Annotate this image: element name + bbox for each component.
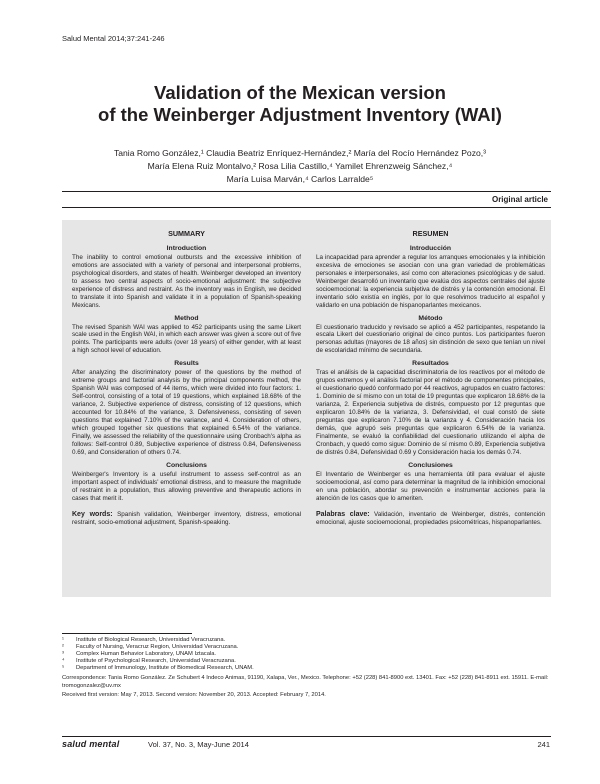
article-title (40, 82, 560, 126)
affiliation-text: Department of Immunology, Institute of Biomedical Research, UNAM. (76, 665, 254, 672)
abstract-box (62, 220, 551, 597)
resumen-column (316, 230, 545, 526)
summary-introduction: The inability to control emotional outbursts and the excessive inhibition of emotions are associated with a variety of personal and interpersonal problems, psychological disorders, and states of health. Weinberger developed an inventory to assess two central aspects of socio-emotional adjustment: the subjective experience of distress and restraint. As the inventory was in English, we decided to translate it into Spanish and validate it in a population of Spanish-speaking Mexicans. (72, 253, 301, 309)
title-line-2: of the Weinberger Adjustment Inventory (WAI) (98, 104, 502, 125)
resumen-introduccion: La incapacidad para aprender a regular los arranques emocionales y la inhibición excesiva de emociones se asocian con una gran variedad de problemáticas personales e interpersonales, así como con alteraciones psicológicas y de salud. Weinberger desarrolló un inventario que evalúa dos aspectos centrales del ajuste socioemocional: la experiencia subjetiva de distrés y la contención emocional. El inventario sólo existía en inglés, por lo que resolvimos traducirlo al español y validarlo en una población de hispanoparlantes mexicanos. (316, 253, 545, 309)
article-type-label: Original article (491, 195, 548, 204)
affiliation-item (62, 651, 551, 658)
received-dates: Received first version: May 7, 2013. Second version: November 20, 2013. Accepted: February 7, 2014. (62, 691, 326, 698)
summary-keywords (72, 511, 301, 527)
affiliation-text: Complex Human Behavior Laboratory, UNAM Iztacala. (76, 651, 217, 658)
affiliation-number: ¹ (62, 637, 64, 643)
affiliation-number: ² (62, 644, 64, 651)
affiliation-text: Institute of Psychological Research, Universidad Veracruzana. (76, 658, 236, 665)
summary-results-heading: Results (174, 360, 199, 368)
resumen-resultados: Tras el análisis de la capacidad discriminatoria de los reactivos por el método de grupos extremos y el análisis factorial por el método de componentes principales, el cuestionario quedó conformado por 44 reactivos, agrupados en cuatro factores: 1. Dominio de sí mismo con un total de 19 preguntas que explicaron 18.68% de la varianza, 2. Experiencia subjetiva de distrés, compuesto por 12 preguntas que explicaron 10.84% de la varianza, 3. Defensividad, el cual constó de siete preguntas que explicaron 7.10% de la varianza y 4. Consideración hacia los demás, que agrupó seis preguntas que explicaron 6.54% de la varianza. Finalmente, se evaluó la confiabilidad del cuestionario utilizando el alpha de Cronbach, y quedó como sigue: Dominio de sí mismo 0.89, Experiencia subjetiva de distrés 0.84, Defensividad 0.69 y Consideración hacia los demás 0.74. (316, 369, 545, 456)
title-line-1: Validation of the Mexican version (154, 82, 446, 103)
page-number: 241 (537, 740, 550, 749)
resumen-heading: RESUMEN (412, 229, 449, 238)
summary-conclusions-heading: Conclusions (166, 461, 207, 469)
affiliation-text: Institute of Biological Research, Universidad Veracruzana. (76, 637, 226, 643)
summary-conclusions: Weinberger's Inventory is a useful instrument to assess self-control as an important aspect of individuals' emotional distress, and to measure the magnitude of restraint in a population, thus allowing preventive and therapeutic actions in cases that merit it. (72, 470, 301, 502)
affiliation-item (62, 658, 551, 665)
authors-line-1: Tania Romo González,¹ Claudia Beatriz Enríquez-Hernández,² María del Rocío Hernández Pozo,³ (113, 148, 487, 158)
affiliation-item (62, 665, 551, 672)
keywords-label: Key words: (72, 510, 113, 518)
resumen-keywords (316, 511, 545, 527)
resumen-conclusiones: El Inventario de Weinberger es una herramienta útil para evaluar el ajuste socioemocional, así como para determinar la magnitud de la inhibición emocional en una población, abordar su prevención e instrumentar acciones para la atención de los casos que lo ameriten. (316, 470, 545, 502)
affiliation-text: Faculty of Nursing, Veracruz Region, Universidad Veracruzana. (76, 644, 239, 651)
summary-method: The revised Spanish WAI was applied to 452 participants using the same Likert scale used in the English WAI, in which each answer was given a score out of five points. The participants were adults (over 18 years) of either gender, with at least a high school level of education. (72, 323, 301, 355)
header-rule (62, 191, 551, 192)
keywords-text: Spanish validation, Weinberger inventory, distress, emotional restraint, socio-emotional adjustment, Spanish-speaking. (72, 510, 302, 526)
affiliation-number: ⁴ (62, 658, 65, 665)
correspondence-note: Correspondence: Tania Romo González. Ze Schubert 4 Indeco Animas, 91190, Xalapa, Ver., Mexico. Telephone: +52 (228) 841-8900 ext. 13401. Fax: +52 (228) 841-8911 ext. 15911. E-mail: tromogonzalez@uv.mx (62, 675, 549, 689)
resumen-conclusiones-heading: Conclusiones (408, 461, 453, 469)
article-type-rule (62, 207, 551, 208)
palabras-clave-label: Palabras clave: (316, 510, 370, 518)
affiliation-item (62, 637, 551, 644)
summary-heading: SUMMARY (168, 229, 205, 238)
summary-column (72, 230, 301, 526)
affiliation-item (62, 644, 551, 651)
resumen-metodo: El cuestionario traducido y revisado se aplicó a 452 participantes, respetando la escala Likert del cuestionario original de cinco puntos. Los participantes fueron personas adultas (mayores de 18 años) sin distinción de sexo que tenían un nivel de escolaridad mínimo de secundaria. (316, 323, 545, 355)
resumen-resultados-heading: Resultados (412, 360, 449, 368)
palabras-clave-text: Validación, inventario de Weinberger, distrés, contención emocional, ajuste socioemocional, propiedades psicométricas, hispanoparlantes. (316, 510, 546, 526)
resumen-introduccion-heading: Introducción (409, 244, 452, 252)
affiliation-number: ⁵ (62, 665, 65, 672)
authors-line-3: María Luisa Marván,⁴ Carlos Larralde⁵ (226, 174, 374, 185)
resumen-metodo-heading: Método (418, 314, 443, 322)
authors-line-2: María Elena Ruiz Montalvo,² Rosa Lilia Castillo,⁴ Yamilet Ehrenzweig Sánchez,⁴ (147, 161, 453, 172)
summary-introduction-heading: Introduction (166, 244, 207, 252)
journal-volume: Vol. 37, No. 3, May-June 2014 (148, 740, 249, 749)
summary-results: After analyzing the discriminatory power of the questions by the method of extreme groups and factorial analysis by the principal components method, the Spanish WAI was composed of 44 items, which were divided into four factors: 1. Self-control, consisting of a total of 19 questions, which explained 18.68% of the variance, 2. Subjective experience of distress, consisting of 12 questions, which accounted for 10.84% of the variance, 3. Defensiveness, consisting of seven questions that explained 7.10% of the variance, and 4. Consideration of others, which grouped together six questions that explained 6.54% of the variance. Finally, we assessed the reliability of the questionnaire using Cronbach's alpha as follows: Self-control 0.89, Subjective experience of distress 0.84, Defensiveness 0.69, and Consideration of others 0.74. (72, 369, 301, 456)
footnote-rule (62, 633, 192, 634)
journal-name: salud mental (62, 739, 120, 749)
author-list (70, 147, 530, 187)
affiliation-number: ³ (62, 651, 64, 658)
footer-rule (62, 736, 551, 737)
footnotes (62, 633, 551, 699)
running-head: Salud Mental 2014;37:241-246 (62, 34, 165, 43)
summary-method-heading: Method (174, 314, 199, 322)
